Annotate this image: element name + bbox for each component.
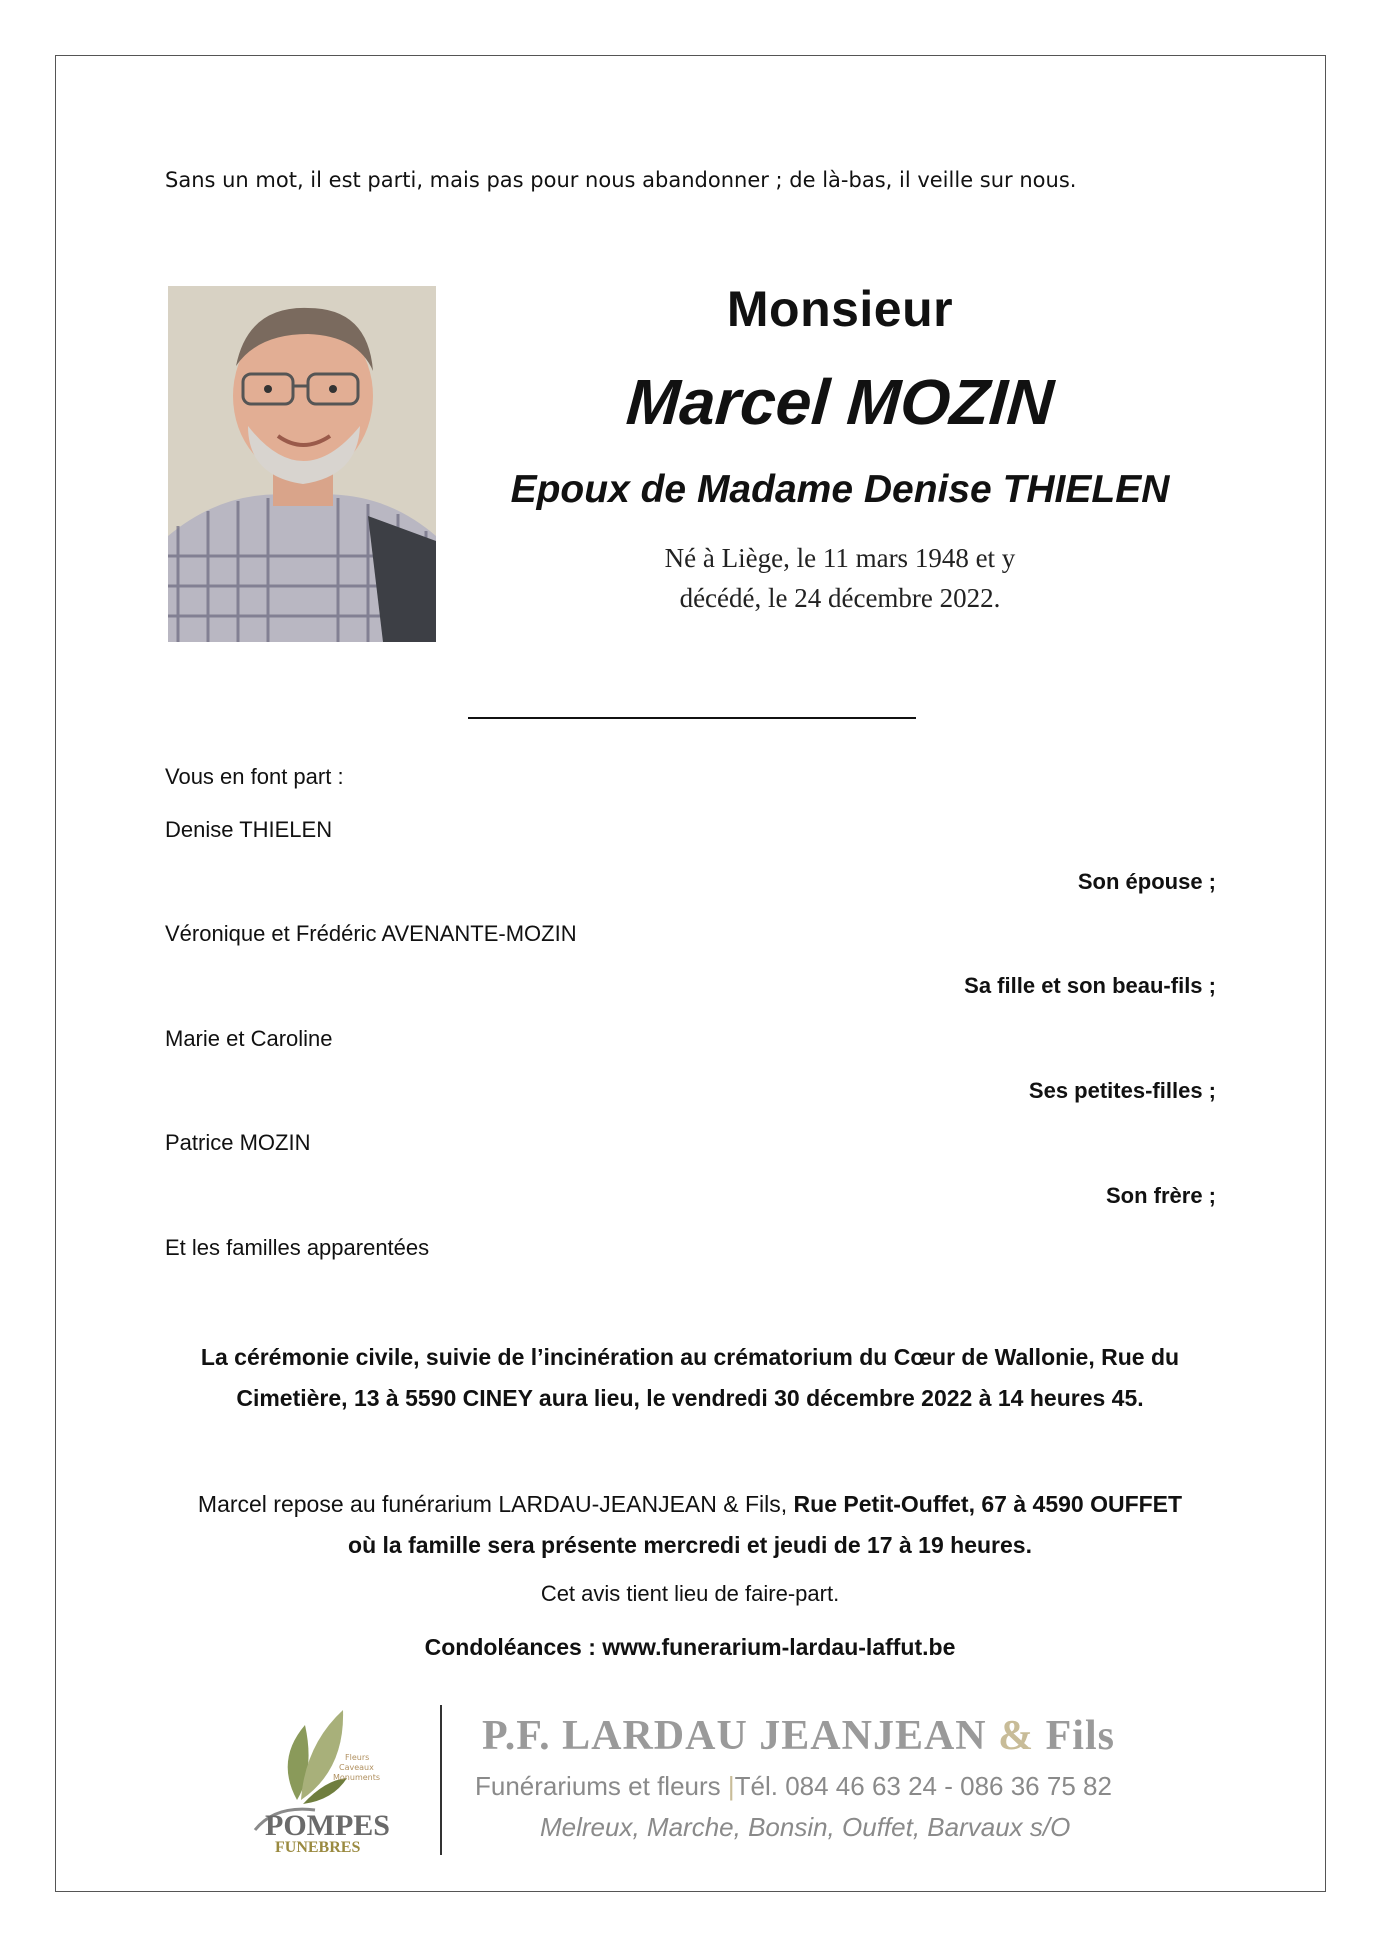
funerarium-rest: [150, 1484, 1230, 1566]
portrait-photo: [168, 286, 436, 642]
divider-line: [468, 717, 916, 719]
deceased-name: Marcel MOZIN: [624, 366, 1056, 438]
logo-divider: [440, 1705, 442, 1855]
company-name-part2: Fils: [1034, 1713, 1115, 1759]
company-services: [475, 1771, 1112, 1802]
company-name-amp: &: [998, 1713, 1035, 1759]
logo-text-top: POMPES: [265, 1809, 390, 1842]
spouse-line: Epoux de Madame Denise THIELEN: [510, 468, 1170, 511]
notice-line: Cet avis tient lieu de faire-part.: [540, 1581, 840, 1606]
family-member-relation: Son épouse ;: [1077, 869, 1216, 894]
logo-side-text: Fleurs: [345, 1753, 370, 1762]
death-line: décédé, le 24 décembre 2022.: [679, 583, 1001, 613]
family-member-relation: Ses petites-filles ;: [1028, 1078, 1216, 1103]
rest-visiting: où la famille sera présente mercredi et jeudi de 17 à 19 heures.: [348, 1532, 1032, 1558]
rest-intro: Marcel repose au funérarium LARDAU-JEANJEAN & Fils,: [197, 1491, 794, 1517]
rest-line: [150, 1484, 1230, 1525]
family-member-names: Marie et Caroline: [165, 1026, 333, 1051]
family-closing: Et les familles apparentées: [165, 1235, 430, 1260]
logo-side-text: Monuments: [333, 1773, 381, 1782]
ceremony-line: La cérémonie civile, suivie de l’incinération au crématorium du Cœur de Wallonie, Rue du: [200, 1344, 1180, 1370]
logo-side-text: Caveaux: [339, 1763, 374, 1772]
family-member-names: Denise THIELEN: [165, 817, 333, 842]
company-name-part1: P.F. LARDAU JEANJEAN: [482, 1713, 999, 1759]
pompes-funebres-logo: [235, 1700, 445, 1860]
ceremony-announcement: [160, 1337, 1220, 1419]
company-services-label: Funérariums et fleurs: [475, 1771, 728, 1801]
company-phones: Tél. 084 46 63 24 - 086 36 75 82: [734, 1771, 1112, 1801]
company-towns: Melreux, Marche, Bonsin, Ouffet, Barvaux s/O: [540, 1812, 1071, 1842]
logo-text-bottom: FUNEBRES: [275, 1839, 361, 1856]
family-intro: Vous en font part :: [165, 764, 344, 789]
family-member-names: Patrice MOZIN: [165, 1130, 311, 1155]
dates-block: [560, 538, 1120, 618]
civility: Monsieur: [726, 281, 954, 337]
rest-address: Rue Petit-Ouffet, 67 à 4590 OUFFET: [793, 1491, 1183, 1517]
company-separator: |: [727, 1771, 735, 1801]
condolences-link[interactable]: Condoléances : www.funerarium-lardau-laffut.be: [424, 1634, 956, 1660]
ceremony-line: Cimetière, 13 à 5590 CINEY aura lieu, le vendredi 30 décembre 2022 à 14 heures 45.: [236, 1385, 1144, 1411]
family-member-names: Véronique et Frédéric AVENANTE-MOZIN: [165, 921, 577, 946]
birth-line: Né à Liège, le 11 mars 1948 et y: [664, 543, 1016, 573]
family-member-relation: Son frère ;: [1105, 1183, 1216, 1208]
epitaph: Sans un mot, il est parti, mais pas pour nous abandonner ; de là-bas, il veille sur nous.: [165, 168, 1077, 192]
family-member-relation: Sa fille et son beau-fils ;: [964, 973, 1216, 998]
company-name: [482, 1712, 1115, 1760]
